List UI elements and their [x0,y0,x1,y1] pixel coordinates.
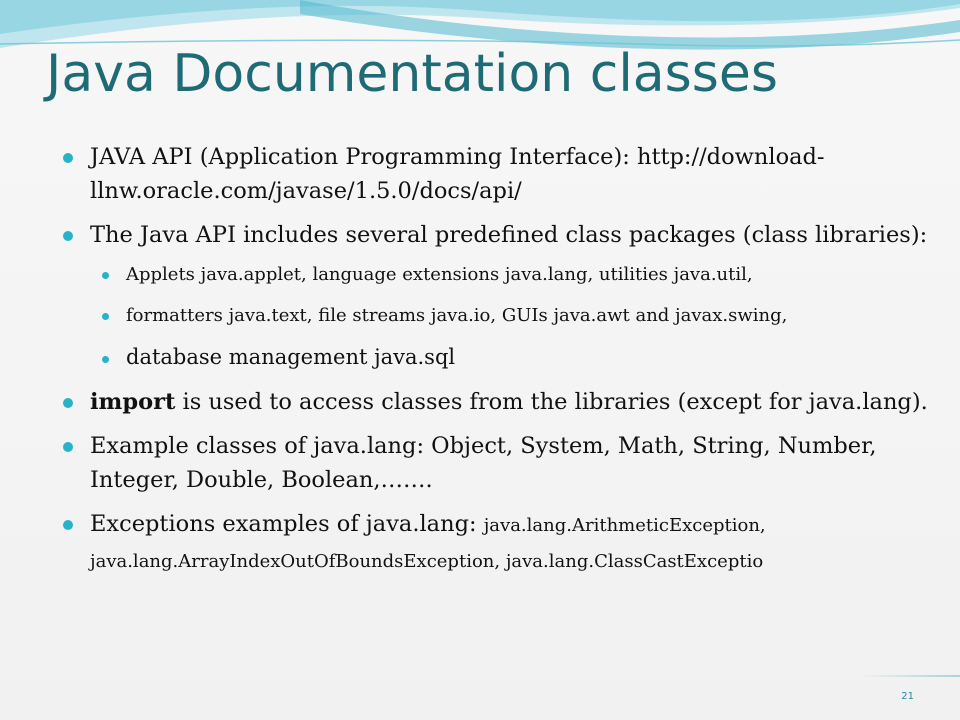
bullet-text: is used to access classes from the libraries (except for java.lang). [175,389,928,415]
sub-bullet-applets [96,262,930,288]
bullet-item-import [60,385,930,419]
bullet-icon [102,272,109,279]
bullet-text: java.lang.ArithmeticException, java.lang.ArrayIndexOutOfBoundsException, java.lang.ClassCastExceptio [90,515,766,572]
bullet-icon [63,231,73,241]
bullet-lead: Exceptions examples of java.lang: [90,511,484,537]
slide-title: Java Documentation classes [46,44,778,104]
bullet-icon [102,356,109,363]
bullet-text: formatters java.text, file streams java.io, GUIs java.awt and javax.swing, [126,305,788,326]
bullet-icon [63,520,73,530]
bullet-icon [63,398,73,408]
bullet-keyword: import [90,389,176,415]
bullet-icon [63,153,73,163]
page-number: 21 [901,691,914,702]
bullet-item-exceptions [60,507,930,579]
bullet-item-api [60,140,930,208]
bullet-list [60,140,930,589]
sub-bullet-database [96,344,930,370]
bullet-text: JAVA API (Application Programming Interface): http://download-llnw.oracle.com/javase/1.5.0/docs/api/ [90,144,825,204]
bullet-text: The Java API includes several predefined class packages (class libraries): [90,222,928,248]
bullet-text: database management java.sql [126,345,456,369]
bullet-icon [102,313,109,320]
page-number-divider [860,675,960,677]
bullet-item-example-classes [60,429,930,497]
bullet-icon [63,442,73,452]
bullet-text: Applets java.applet, language extensions java.lang, utilities java.util, [126,264,753,285]
sub-bullet-formatters [96,303,930,329]
bullet-text: Example classes of java.lang: Object, System, Math, String, Number, Integer, Double, Boolean,……. [90,433,877,493]
bullet-item-packages [60,218,930,252]
